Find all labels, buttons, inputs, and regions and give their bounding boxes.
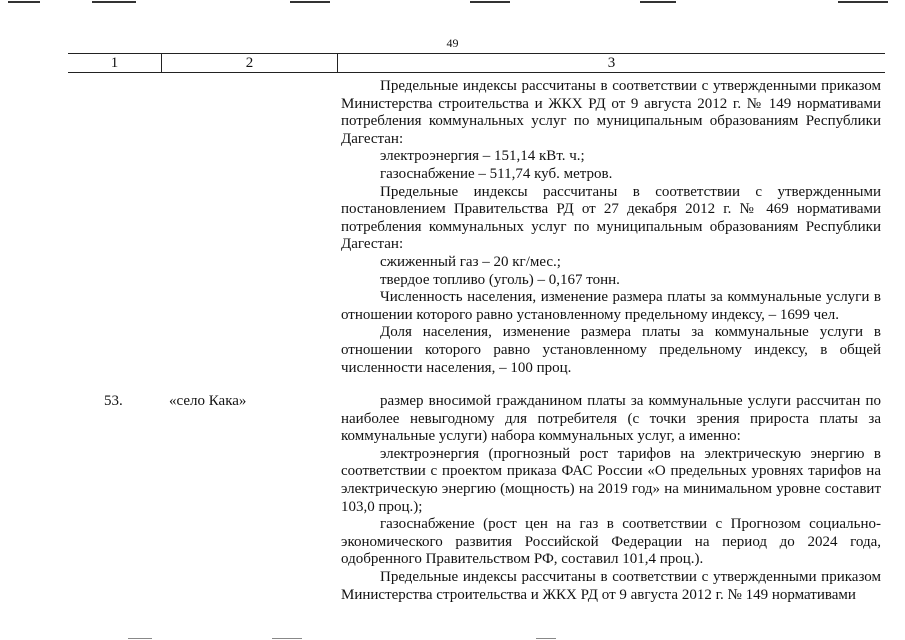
header-col-2: 2	[245, 55, 254, 71]
row-number: 53.	[104, 393, 123, 409]
paragraph: Доля населения, изменение размера платы за коммунальные услуги в отношении которого равно установленному предельному индексу, в общей численности населения, – 100 проц.	[341, 324, 881, 376]
row-53-description	[341, 393, 881, 604]
paragraph: электроэнергия (прогнозный рост тарифов на электрическую энергию в соответствии с проектом приказа ФАС России «О предельных уровнях тарифов на электрическую энергию (мощность) на 2019 год» на минимальном уровне составит 103,0 проц.);	[341, 445, 881, 515]
settlement-name: «село Кака»	[169, 393, 247, 409]
header-col-1: 1	[110, 55, 119, 71]
paragraph: Предельные индексы рассчитаны в соответствии с утвержденными постановлением Правительства РД от 27 декабря 2012 г. № 469 нормативами потребления коммунальных услуг по муниципальным образованиям Республики Дагестан:	[341, 183, 881, 253]
paragraph: газоснабжение (рост цен на газ в соответствии с Прогнозом социально-экономического развития Российской Федерации на период до 2024 года, одобренного Правительством РФ, составил 101,4 проц.).	[341, 516, 881, 568]
continuation-text-block	[341, 78, 881, 377]
scan-bottom-edge-marks	[0, 634, 905, 640]
table-header	[68, 53, 885, 73]
header-col-3: 3	[607, 55, 616, 71]
paragraph: электроэнергия – 151,14 кВт. ч.;	[380, 148, 585, 165]
page-number: 49	[446, 36, 459, 50]
paragraph: размер вносимой гражданином платы за коммунальные услуги рассчитан по наиболее невыгодному для потребителя (с точки зрения прироста платы за коммунальные услуги) набора коммунальных услуг, а именно:	[341, 393, 881, 445]
paragraph: газоснабжение – 511,74 куб. метров.	[380, 165, 613, 182]
paragraph: твердое топливо (уголь) – 0,167 тонн.	[380, 271, 620, 288]
paragraph: Предельные индексы рассчитаны в соответствии с утвержденными приказом Министерства строительства и ЖКХ РД от 9 августа 2012 г. № 149 нормативами потребления коммунальных услуг по муниципальным образованиям Республики Дагестан:	[341, 78, 881, 147]
paragraph: сжиженный газ – 20 кг/мес.;	[380, 253, 561, 270]
paragraph: Численность населения, изменение размера платы за коммунальные услуги в отношении которого равно установленному предельному индексу, – 1699 чел.	[341, 289, 881, 323]
scan-top-edge-marks	[0, 0, 905, 6]
paragraph: Предельные индексы рассчитаны в соответствии с утвержденными приказом Министерства строительства и ЖКХ РД от 9 августа 2012 г. № 149 нормативами	[341, 568, 881, 603]
